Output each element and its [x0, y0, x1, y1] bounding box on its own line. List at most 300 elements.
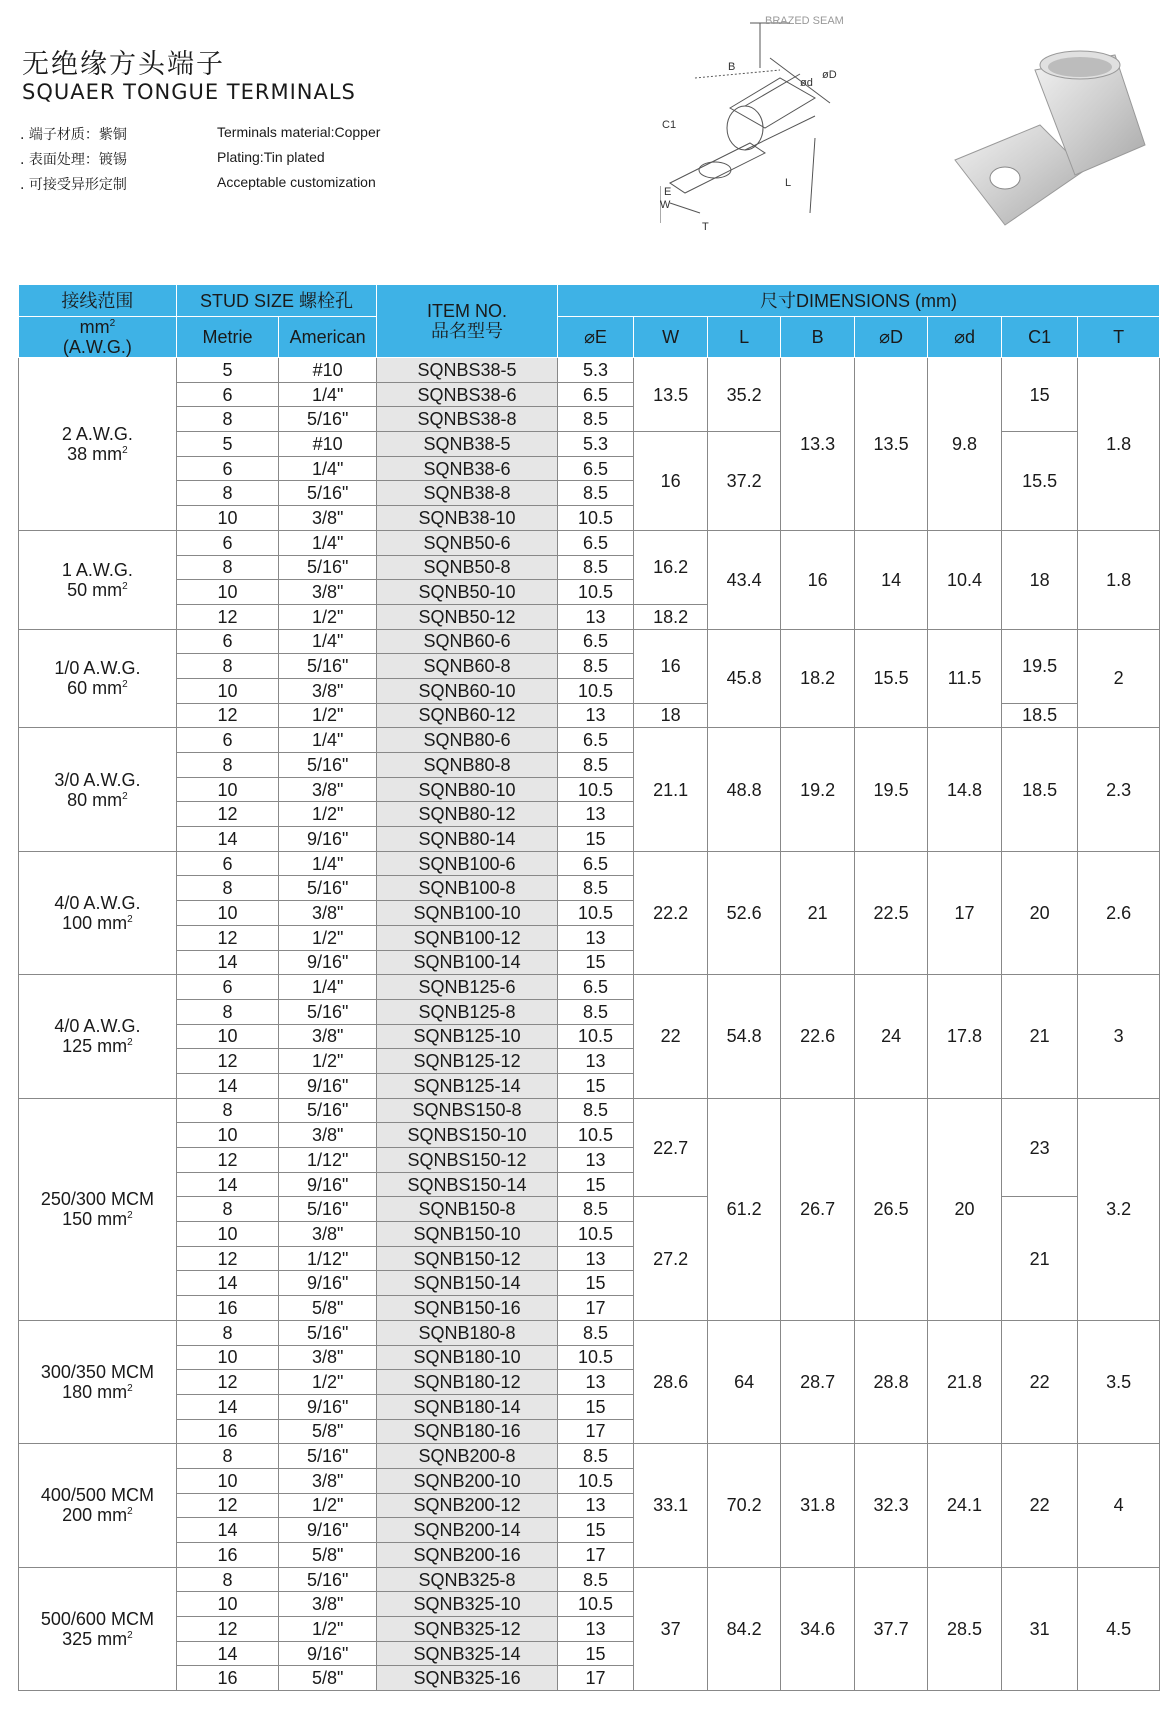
cell-wire-range [19, 530, 177, 629]
cell-item-no: SQNB50-10 [377, 580, 558, 605]
wire-range-area: 125 $mm^2$ [62, 1036, 133, 1057]
cell-dim-l: 64 [708, 1320, 781, 1443]
cell-e: 13 [557, 925, 633, 950]
cell-item-no: SQNB200-14 [377, 1518, 558, 1543]
cell-metrie: 8 [176, 555, 278, 580]
cell-metrie: 10 [176, 1592, 278, 1617]
cell-american: 3/8" [279, 506, 377, 531]
wire-range-area: 80 $mm^2$ [67, 789, 128, 810]
cell-metrie: 14 [176, 1394, 278, 1419]
cell-dim-c1: 15 [1002, 358, 1078, 432]
cell-american: 1/12" [279, 1246, 377, 1271]
wire-range-area-value: 50 mm [67, 579, 123, 600]
wire-range-awg: 250/300 MCM [40, 1189, 154, 1210]
cell-dim-b: 21 [781, 851, 855, 974]
cell-item-no: SQNB60-12 [377, 703, 558, 728]
cell-metrie: 8 [176, 876, 278, 901]
cell-american: 5/16" [279, 1567, 377, 1592]
table-row [19, 728, 1160, 753]
cell-metrie: 16 [176, 1543, 278, 1568]
cell-american: 5/16" [279, 555, 377, 580]
cell-item-no: SQNB200-16 [377, 1543, 558, 1568]
cell-item-no: SQNB125-10 [377, 1024, 558, 1049]
cell-e: 15 [557, 1172, 633, 1197]
cell-dim-t: 4 [1078, 1444, 1160, 1567]
cell-metrie: 6 [176, 456, 278, 481]
cell-metrie: 6 [176, 382, 278, 407]
cell-e: 13 [557, 703, 633, 728]
cell-dim-d: 17.8 [928, 975, 1002, 1098]
cell-dim-l: 84.2 [708, 1567, 781, 1690]
table-row [19, 1444, 1160, 1469]
label-d-small: ød [800, 77, 813, 89]
cell-e: 8.5 [557, 999, 633, 1024]
cell-dim-l: 43.4 [708, 530, 781, 629]
cell-metrie: 8 [176, 1567, 278, 1592]
cell-metrie: 8 [176, 654, 278, 679]
cell-e: 8.5 [557, 481, 633, 506]
cell-dim-t: 1.8 [1078, 530, 1160, 629]
cell-american: 1/2" [279, 925, 377, 950]
cell-e: 6.5 [557, 629, 633, 654]
cell-metrie: 8 [176, 999, 278, 1024]
cell-metrie: 12 [176, 1617, 278, 1642]
header-dimensions: 尺寸DIMENSIONS (mm) [557, 285, 1159, 317]
cell-e: 15 [557, 1271, 633, 1296]
cell-dim-t: 2.6 [1078, 851, 1160, 974]
cell-e: 15 [557, 1073, 633, 1098]
cell-dim-w: 27.2 [634, 1197, 708, 1320]
cell-dim-c1: 31 [1002, 1567, 1078, 1690]
cell-dim-d: 22.5 [855, 851, 928, 974]
cell-dim-l: 45.8 [708, 629, 781, 728]
cell-item-no: SQNB60-10 [377, 678, 558, 703]
cell-item-no: SQNB100-8 [377, 876, 558, 901]
terminal-spec-table [18, 284, 1160, 1691]
cell-dim-d: 13.5 [855, 358, 928, 531]
cell-dim-c1: 23 [1002, 1098, 1078, 1197]
cell-dim-c1: 22 [1002, 1444, 1078, 1567]
cell-e: 10.5 [557, 580, 633, 605]
cell-dim-b: 19.2 [781, 728, 855, 851]
cell-metrie: 12 [176, 703, 278, 728]
cell-wire-range [19, 629, 177, 728]
wire-range-area: 150 $mm^2$ [62, 1209, 133, 1230]
cell-metrie: 6 [176, 728, 278, 753]
cell-item-no: SQNB325-8 [377, 1567, 558, 1592]
cell-item-no: SQNB80-8 [377, 753, 558, 778]
cell-american: 5/8" [279, 1666, 377, 1691]
terminal-dimension-diagram [660, 8, 940, 248]
cell-e: 13 [557, 1617, 633, 1642]
cell-american: 9/16" [279, 1394, 377, 1419]
cell-metrie: 6 [176, 851, 278, 876]
wire-range-area-value: 180 mm [62, 1382, 128, 1403]
cell-american: 1/2" [279, 703, 377, 728]
cell-item-no: SQNB80-12 [377, 802, 558, 827]
cell-e: 13 [557, 802, 633, 827]
cell-metrie: 10 [176, 777, 278, 802]
cell-metrie: 12 [176, 1246, 278, 1271]
cell-american: 1/4" [279, 629, 377, 654]
cell-american: 3/8" [279, 1024, 377, 1049]
wire-range-area-value: 125 mm [62, 1036, 128, 1057]
cell-e: 8.5 [557, 555, 633, 580]
cell-metrie: 12 [176, 802, 278, 827]
cell-dim-t: 3.2 [1078, 1098, 1160, 1320]
cell-american: 3/8" [279, 777, 377, 802]
header-b: B [781, 317, 855, 358]
cell-e: 8.5 [557, 753, 633, 778]
cell-dim-w: 22.2 [634, 851, 708, 974]
wire-range-awg: 4/0 A.W.G. [54, 1016, 141, 1037]
cell-dim-l: 52.6 [708, 851, 781, 974]
cell-e: 17 [557, 1419, 633, 1444]
cell-american: 1/4" [279, 728, 377, 753]
cell-dim-d: 28.8 [855, 1320, 928, 1443]
cell-item-no: SQNB38-5 [377, 432, 558, 457]
cell-metrie: 10 [176, 506, 278, 531]
cell-metrie: 12 [176, 1148, 278, 1173]
cell-e: 8.5 [557, 654, 633, 679]
cell-dim-d: 10.4 [928, 530, 1002, 629]
cell-e: 6.5 [557, 530, 633, 555]
wire-range-area: 50 $mm^2$ [67, 579, 128, 600]
cell-dim-w: 16 [634, 432, 708, 531]
cell-dim-w: 33.1 [634, 1444, 708, 1567]
cell-dim-c1: 18.5 [1002, 703, 1078, 728]
cell-e: 6.5 [557, 975, 633, 1000]
cell-wire-range [19, 1098, 177, 1320]
header-c1: C1 [1002, 317, 1078, 358]
label-c1: C1 [662, 119, 677, 131]
label-brazed-seam: BRAZED SEAM [765, 15, 844, 27]
cell-american: 5/16" [279, 999, 377, 1024]
cell-e: 10.5 [557, 506, 633, 531]
wire-range-awg: 2 A.W.G. [61, 423, 133, 444]
cell-american: 1/2" [279, 1049, 377, 1074]
cell-e: 10.5 [557, 1123, 633, 1148]
cell-dim-w: 18 [634, 703, 708, 728]
cell-item-no: SQNB100-6 [377, 851, 558, 876]
header-d-large: ⌀D [855, 317, 928, 358]
cell-dim-l: 48.8 [708, 728, 781, 851]
cell-e: 15 [557, 1394, 633, 1419]
cell-item-no: SQNB200-10 [377, 1468, 558, 1493]
cell-dim-b: 34.6 [781, 1567, 855, 1690]
wire-range-area: 200 $mm^2$ [62, 1505, 133, 1526]
cell-american: 5/16" [279, 1197, 377, 1222]
cell-metrie: 16 [176, 1666, 278, 1691]
wire-range-area: 100 $mm^2$ [62, 912, 133, 933]
cell-dim-d: 28.5 [928, 1567, 1002, 1690]
cell-dim-d: 11.5 [928, 629, 1002, 728]
cell-dim-c1: 22 [1002, 1320, 1078, 1443]
cell-american: 5/16" [279, 654, 377, 679]
cell-american: 3/8" [279, 1123, 377, 1148]
header-range-mm: mm [79, 317, 110, 337]
wire-range-area-value: 150 mm [62, 1209, 128, 1230]
cell-american: 5/8" [279, 1543, 377, 1568]
cell-metrie: 8 [176, 407, 278, 432]
cell-item-no: SQNB80-6 [377, 728, 558, 753]
cell-e: 6.5 [557, 382, 633, 407]
cell-american: 1/4" [279, 975, 377, 1000]
header-metrie: Metrie [176, 317, 278, 358]
cell-dim-w: 16.2 [634, 530, 708, 604]
table-row [19, 1098, 1160, 1123]
cell-american: 1/4" [279, 382, 377, 407]
cell-item-no: SQNB100-10 [377, 901, 558, 926]
cell-dim-b: 31.8 [781, 1444, 855, 1567]
cell-dim-b: 22.6 [781, 975, 855, 1098]
cell-item-no: SQNB50-6 [377, 530, 558, 555]
header-item [377, 285, 558, 358]
cell-item-no: SQNB100-12 [377, 925, 558, 950]
header-item-en: ITEM NO. [427, 301, 508, 321]
terminal-photo [945, 50, 1155, 240]
cell-wire-range [19, 1320, 177, 1443]
cell-item-no: SQNB38-10 [377, 506, 558, 531]
wire-range-awg: 400/500 MCM [40, 1485, 154, 1506]
cell-metrie: 10 [176, 580, 278, 605]
cell-metrie: 12 [176, 604, 278, 629]
cell-item-no: SQNB150-8 [377, 1197, 558, 1222]
cell-item-no: SQNB80-10 [377, 777, 558, 802]
wire-range-area: 38 $mm^2$ [67, 443, 128, 464]
cell-metrie: 10 [176, 678, 278, 703]
cell-american: 9/16" [279, 1073, 377, 1098]
cell-item-no: SQNB150-10 [377, 1222, 558, 1247]
cell-dim-w: 13.5 [634, 358, 708, 432]
cell-american: 1/12" [279, 1148, 377, 1173]
cell-american: 5/16" [279, 1098, 377, 1123]
cell-e: 15 [557, 1518, 633, 1543]
cell-e: 10.5 [557, 1222, 633, 1247]
cell-american: 9/16" [279, 1518, 377, 1543]
cell-dim-t: 3 [1078, 975, 1160, 1098]
cell-dim-c1: 20 [1002, 851, 1078, 974]
cell-american: 1/2" [279, 802, 377, 827]
cell-item-no: SQNBS150-8 [377, 1098, 558, 1123]
label-e: E [664, 186, 672, 198]
cell-e: 5.3 [557, 432, 633, 457]
wire-range-area-value: 100 mm [62, 912, 128, 933]
table-body [19, 358, 1160, 1691]
wire-range-area: 180 $mm^2$ [62, 1382, 133, 1403]
table-row [19, 358, 1160, 383]
header-range-unit: $mm^2$ (A.W.G.) [19, 317, 177, 358]
cell-e: 8.5 [557, 876, 633, 901]
cell-metrie: 8 [176, 1197, 278, 1222]
wire-range-area: 325 $mm^2$ [62, 1628, 133, 1649]
cell-metrie: 6 [176, 629, 278, 654]
cell-item-no: SQNB80-14 [377, 827, 558, 852]
wire-range-area-value: 60 mm [67, 678, 123, 699]
cell-wire-range [19, 1444, 177, 1567]
cell-item-no: SQNB325-10 [377, 1592, 558, 1617]
cell-dim-c1: 19.5 [1002, 629, 1078, 703]
header-l: L [708, 317, 781, 358]
cell-dim-w: 21.1 [634, 728, 708, 851]
cell-dim-d: 21.8 [928, 1320, 1002, 1443]
cell-dim-d: 26.5 [855, 1098, 928, 1320]
cell-item-no: SQNBS150-14 [377, 1172, 558, 1197]
cell-item-no: SQNB180-10 [377, 1345, 558, 1370]
cell-e: 15 [557, 827, 633, 852]
wire-range-area: 60 $mm^2$ [67, 678, 128, 699]
cell-item-no: SQNB180-16 [377, 1419, 558, 1444]
cell-dim-d: 15.5 [855, 629, 928, 728]
cell-metrie: 14 [176, 1641, 278, 1666]
cell-metrie: 10 [176, 1222, 278, 1247]
table-row [19, 851, 1160, 876]
cell-american: 3/8" [279, 1468, 377, 1493]
cell-american: 5/8" [279, 1296, 377, 1321]
cell-metrie: 6 [176, 975, 278, 1000]
header-range-cn: 接线范围 [19, 285, 177, 317]
cell-metrie: 12 [176, 1370, 278, 1395]
label-d-large: øD [822, 69, 837, 81]
cell-dim-w: 22.7 [634, 1098, 708, 1197]
cell-dim-c1: 15.5 [1002, 432, 1078, 531]
cell-item-no: SQNB50-12 [377, 604, 558, 629]
cell-metrie: 10 [176, 1123, 278, 1148]
cell-american: 5/16" [279, 407, 377, 432]
wire-range-area-value: 200 mm [62, 1505, 128, 1526]
cell-american: 3/8" [279, 901, 377, 926]
cell-e: 13 [557, 1246, 633, 1271]
cell-metrie: 6 [176, 530, 278, 555]
cell-dim-b: 18.2 [781, 629, 855, 728]
cell-dim-d: 9.8 [928, 358, 1002, 531]
cell-american: 9/16" [279, 950, 377, 975]
table-row [19, 975, 1160, 1000]
cell-american: 1/2" [279, 604, 377, 629]
cell-american: 3/8" [279, 580, 377, 605]
cell-item-no: SQNB60-6 [377, 629, 558, 654]
header-e: ⌀E [557, 317, 633, 358]
spec-custom-cn: . 可接受异形定制 [20, 177, 127, 193]
cell-e: 8.5 [557, 1098, 633, 1123]
wire-range-awg: 1/0 A.W.G. [54, 658, 141, 679]
cell-dim-l: 61.2 [708, 1098, 781, 1320]
cell-e: 8.5 [557, 1444, 633, 1469]
cell-metrie: 8 [176, 1444, 278, 1469]
table-row [19, 1320, 1160, 1345]
cell-dim-d: 14 [855, 530, 928, 629]
cell-metrie: 12 [176, 925, 278, 950]
cell-item-no: SQNB180-8 [377, 1320, 558, 1345]
cell-item-no: SQNB200-8 [377, 1444, 558, 1469]
cell-item-no: SQNB125-12 [377, 1049, 558, 1074]
cell-metrie: 8 [176, 1320, 278, 1345]
cell-american: 5/16" [279, 1320, 377, 1345]
cell-item-no: SQNB150-16 [377, 1296, 558, 1321]
cell-dim-b: 16 [781, 530, 855, 629]
cell-american: 3/8" [279, 1345, 377, 1370]
cell-item-no: SQNB125-6 [377, 975, 558, 1000]
cell-metrie: 16 [176, 1296, 278, 1321]
cell-dim-t: 2.3 [1078, 728, 1160, 851]
header-stud: STUD SIZE 螺栓孔 [176, 285, 376, 317]
cell-e: 6.5 [557, 728, 633, 753]
cell-dim-t: 2 [1078, 629, 1160, 728]
cell-dim-d: 19.5 [855, 728, 928, 851]
cell-dim-t: 1.8 [1078, 358, 1160, 531]
cell-item-no: SQNB150-14 [377, 1271, 558, 1296]
label-b: B [728, 61, 736, 73]
cell-metrie: 12 [176, 1049, 278, 1074]
cell-wire-range [19, 975, 177, 1098]
cell-e: 8.5 [557, 1567, 633, 1592]
cell-e: 10.5 [557, 1345, 633, 1370]
cell-e: 17 [557, 1296, 633, 1321]
cell-american: 1/2" [279, 1493, 377, 1518]
cell-metrie: 5 [176, 432, 278, 457]
cell-e: 8.5 [557, 1320, 633, 1345]
spec-plating-en: Plating:Tin plated [217, 149, 325, 165]
label-w: W [660, 199, 671, 211]
cell-e: 6.5 [557, 851, 633, 876]
cell-american: 1/2" [279, 1370, 377, 1395]
cell-item-no: SQNB38-6 [377, 456, 558, 481]
cell-e: 5.3 [557, 358, 633, 383]
cell-item-no: SQNB180-12 [377, 1370, 558, 1395]
cell-wire-range [19, 1567, 177, 1690]
cell-e: 10.5 [557, 901, 633, 926]
cell-item-no: SQNB150-12 [377, 1246, 558, 1271]
cell-e: 13 [557, 1370, 633, 1395]
cell-metrie: 14 [176, 827, 278, 852]
wire-range-area-value: 80 mm [67, 789, 123, 810]
cell-e: 10.5 [557, 1592, 633, 1617]
cell-american: 9/16" [279, 1641, 377, 1666]
label-t: T [702, 221, 709, 233]
cell-item-no: SQNB180-14 [377, 1394, 558, 1419]
cell-e: 8.5 [557, 407, 633, 432]
cell-dim-w: 18.2 [634, 604, 708, 629]
cell-dim-d: 17 [928, 851, 1002, 974]
cell-dim-c1: 21 [1002, 1197, 1078, 1320]
cell-dim-d: 32.3 [855, 1444, 928, 1567]
cell-item-no: SQNB60-8 [377, 654, 558, 679]
cell-item-no: SQNB100-14 [377, 950, 558, 975]
cell-metrie: 12 [176, 1493, 278, 1518]
cell-dim-t: 3.5 [1078, 1320, 1160, 1443]
cell-e: 10.5 [557, 777, 633, 802]
cell-e: 8.5 [557, 1197, 633, 1222]
cell-american: #10 [279, 432, 377, 457]
cell-american: 3/8" [279, 1592, 377, 1617]
cell-metrie: 10 [176, 1024, 278, 1049]
cell-dim-d: 24.1 [928, 1444, 1002, 1567]
cell-dim-w: 22 [634, 975, 708, 1098]
cell-metrie: 16 [176, 1419, 278, 1444]
cell-american: 5/8" [279, 1419, 377, 1444]
cell-e: 17 [557, 1666, 633, 1691]
page-title-en: SQUAER TONGUE TERMINALS [22, 80, 356, 104]
cell-dim-w: 16 [634, 629, 708, 703]
header-d-small: ⌀d [928, 317, 1002, 358]
cell-dim-d: 24 [855, 975, 928, 1098]
cell-item-no: SQNB125-8 [377, 999, 558, 1024]
cell-dim-w: 28.6 [634, 1320, 708, 1443]
cell-e: 13 [557, 604, 633, 629]
wire-range-awg: 500/600 MCM [40, 1608, 154, 1629]
cell-metrie: 8 [176, 753, 278, 778]
cell-e: 13 [557, 1148, 633, 1173]
